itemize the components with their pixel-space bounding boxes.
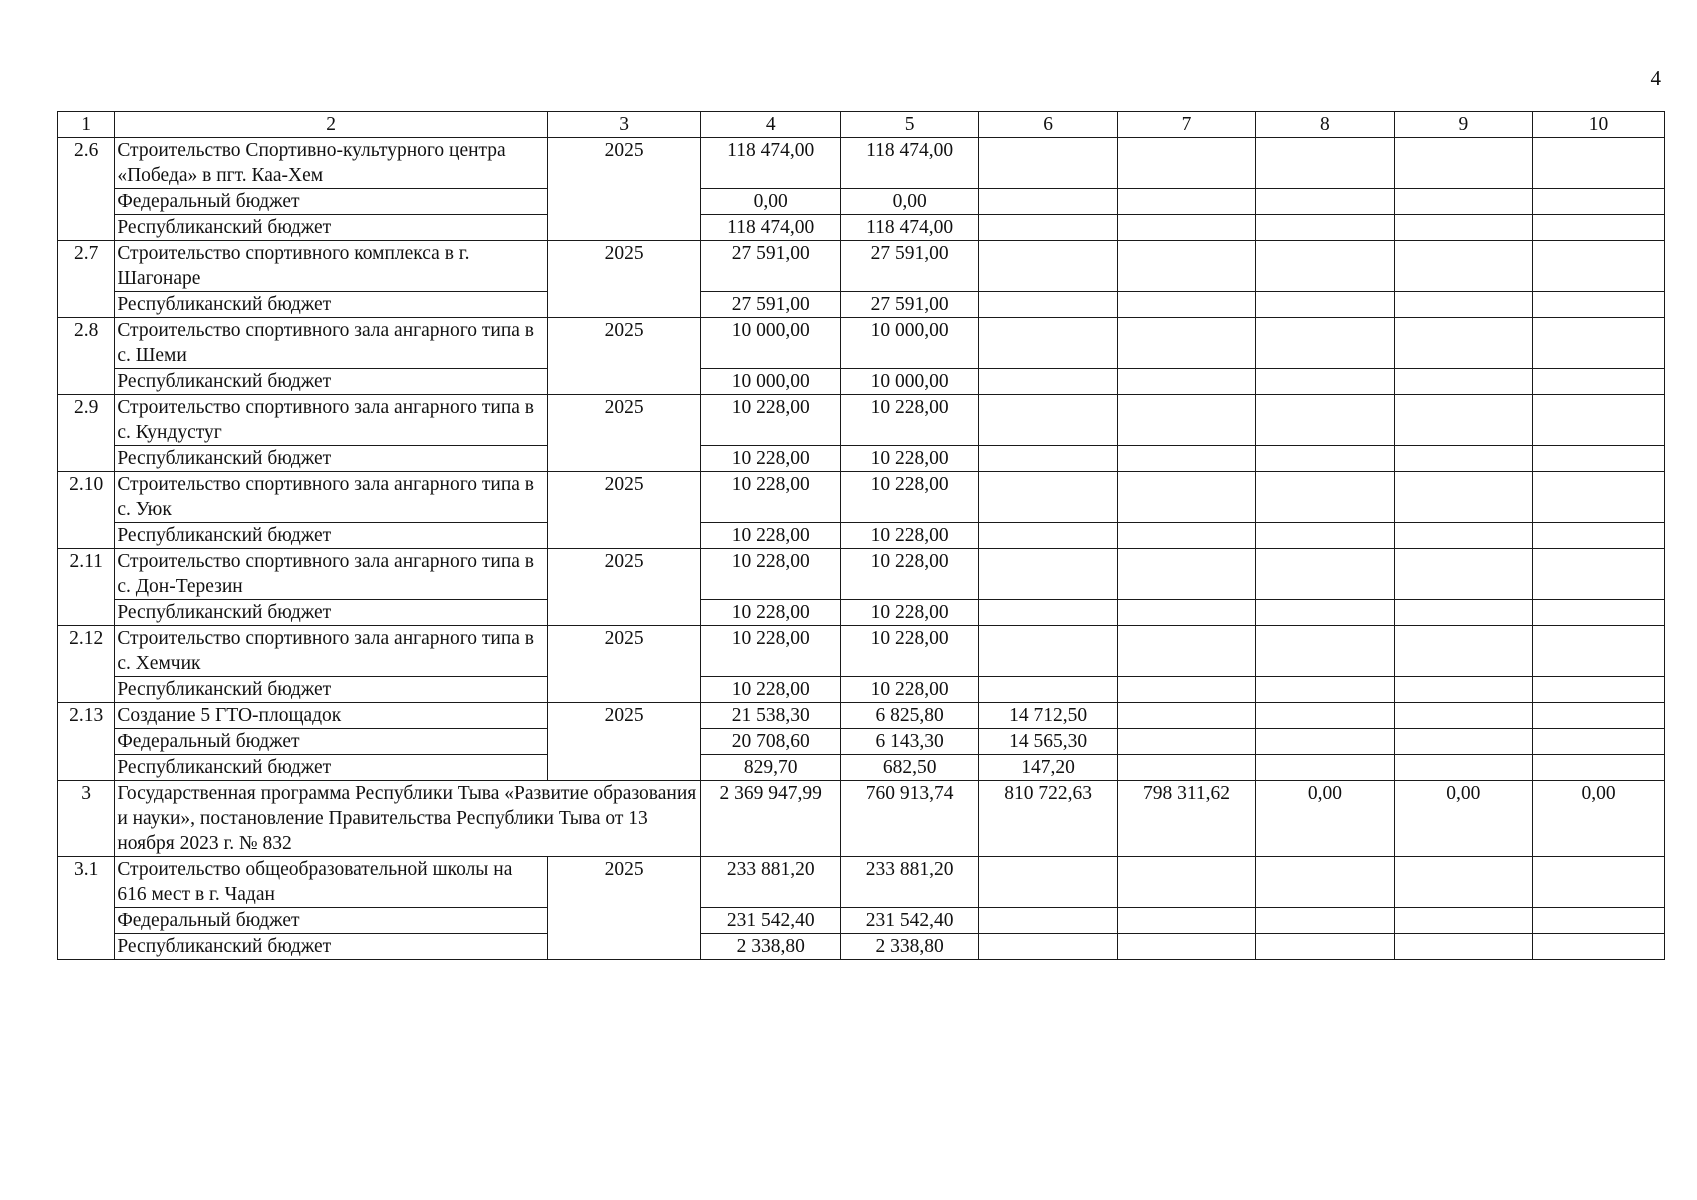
amount-cell — [1256, 857, 1394, 908]
amount-cell — [1256, 549, 1394, 600]
amount-cell: 2 369 947,99 — [701, 781, 841, 857]
funding-source-name: Республиканский бюджет — [115, 934, 548, 960]
item-year: 2025 — [547, 138, 701, 241]
amount-cell — [1533, 600, 1665, 626]
amount-cell — [979, 189, 1117, 215]
amount-cell — [979, 549, 1117, 600]
amount-cell — [979, 857, 1117, 908]
amount-cell — [1256, 626, 1394, 677]
amount-cell: 118 474,00 — [701, 215, 841, 241]
column-number-cell: 1 — [58, 112, 115, 138]
budget-table — [57, 111, 1665, 960]
funding-source-row — [58, 934, 1665, 960]
amount-cell — [1394, 549, 1532, 600]
item-year: 2025 — [547, 241, 701, 318]
funding-source-name: Федеральный бюджет — [115, 189, 548, 215]
amount-cell — [979, 138, 1117, 189]
amount-cell: 0,00 — [1394, 781, 1532, 857]
amount-cell — [1256, 292, 1394, 318]
item-number: 2.8 — [58, 318, 115, 395]
amount-cell: 10 228,00 — [840, 600, 978, 626]
amount-cell: 10 228,00 — [701, 549, 841, 600]
funding-source-name: Республиканский бюджет — [115, 755, 548, 781]
column-number-cell: 8 — [1256, 112, 1394, 138]
amount-cell — [1394, 600, 1532, 626]
funding-source-name: Республиканский бюджет — [115, 600, 548, 626]
program-row — [58, 781, 1665, 857]
amount-cell — [1533, 857, 1665, 908]
amount-cell: 10 228,00 — [701, 600, 841, 626]
item-row — [58, 138, 1665, 189]
item-number: 2.11 — [58, 549, 115, 626]
item-number: 3.1 — [58, 857, 115, 960]
amount-cell: 27 591,00 — [840, 292, 978, 318]
amount-cell — [1394, 677, 1532, 703]
amount-cell: 10 228,00 — [840, 523, 978, 549]
item-number: 2.13 — [58, 703, 115, 781]
amount-cell: 27 591,00 — [701, 241, 841, 292]
funding-source-name: Республиканский бюджет — [115, 523, 548, 549]
amount-cell — [979, 446, 1117, 472]
program-name: Государственная программа Республики Тыва «Развитие образования и науки», постановление Правительства Республики Тыва от 13 ноября 2023 г. № 832 — [115, 781, 701, 857]
amount-cell: 0,00 — [701, 189, 841, 215]
amount-cell — [979, 369, 1117, 395]
amount-cell — [1117, 472, 1255, 523]
funding-source-row — [58, 215, 1665, 241]
column-number-cell: 5 — [840, 112, 978, 138]
amount-cell — [1256, 369, 1394, 395]
amount-cell: 10 228,00 — [840, 549, 978, 600]
amount-cell — [979, 626, 1117, 677]
item-year: 2025 — [547, 549, 701, 626]
amount-cell: 682,50 — [840, 755, 978, 781]
amount-cell — [1117, 292, 1255, 318]
amount-cell — [1394, 241, 1532, 292]
amount-cell — [1394, 626, 1532, 677]
amount-cell — [979, 215, 1117, 241]
amount-cell: 21 538,30 — [701, 703, 841, 729]
amount-cell: 233 881,20 — [701, 857, 841, 908]
amount-cell: 0,00 — [840, 189, 978, 215]
amount-cell — [1117, 703, 1255, 729]
amount-cell — [979, 472, 1117, 523]
funding-source-row — [58, 600, 1665, 626]
item-name: Строительство спортивного зала ангарного типа в с. Шеми — [115, 318, 548, 369]
column-number-cell: 6 — [979, 112, 1117, 138]
amount-cell — [979, 523, 1117, 549]
amount-cell — [1533, 241, 1665, 292]
item-row — [58, 318, 1665, 369]
amount-cell — [1394, 369, 1532, 395]
amount-cell — [979, 908, 1117, 934]
amount-cell — [1533, 934, 1665, 960]
amount-cell — [1533, 472, 1665, 523]
amount-cell — [1117, 934, 1255, 960]
item-number: 2.7 — [58, 241, 115, 318]
amount-cell: 147,20 — [979, 755, 1117, 781]
funding-source-name: Республиканский бюджет — [115, 446, 548, 472]
amount-cell — [1117, 446, 1255, 472]
amount-cell — [1533, 318, 1665, 369]
column-numbers-row — [58, 112, 1665, 138]
amount-cell: 2 338,80 — [701, 934, 841, 960]
amount-cell: 2 338,80 — [840, 934, 978, 960]
amount-cell — [1117, 857, 1255, 908]
funding-source-name: Республиканский бюджет — [115, 677, 548, 703]
amount-cell — [1533, 626, 1665, 677]
amount-cell — [1256, 138, 1394, 189]
program-number: 3 — [58, 781, 115, 857]
item-year: 2025 — [547, 626, 701, 703]
amount-cell: 14 565,30 — [979, 729, 1117, 755]
amount-cell: 14 712,50 — [979, 703, 1117, 729]
funding-source-row — [58, 908, 1665, 934]
funding-source-row — [58, 523, 1665, 549]
funding-source-row — [58, 292, 1665, 318]
amount-cell — [1117, 549, 1255, 600]
amount-cell: 798 311,62 — [1117, 781, 1255, 857]
amount-cell — [1256, 677, 1394, 703]
amount-cell — [1394, 189, 1532, 215]
amount-cell: 10 000,00 — [701, 369, 841, 395]
amount-cell: 810 722,63 — [979, 781, 1117, 857]
amount-cell — [1533, 138, 1665, 189]
amount-cell — [1394, 755, 1532, 781]
amount-cell — [979, 395, 1117, 446]
column-number-cell: 10 — [1533, 112, 1665, 138]
amount-cell — [1256, 600, 1394, 626]
amount-cell — [1533, 446, 1665, 472]
item-number: 2.12 — [58, 626, 115, 703]
amount-cell — [1117, 189, 1255, 215]
item-name: Строительство общеобразовательной школы на 616 мест в г. Чадан — [115, 857, 548, 908]
item-year: 2025 — [547, 472, 701, 549]
amount-cell — [1256, 472, 1394, 523]
amount-cell: 10 228,00 — [840, 446, 978, 472]
funding-source-row — [58, 729, 1665, 755]
amount-cell — [1256, 446, 1394, 472]
amount-cell — [1533, 369, 1665, 395]
amount-cell: 0,00 — [1533, 781, 1665, 857]
item-row — [58, 626, 1665, 677]
amount-cell — [1533, 755, 1665, 781]
amount-cell — [1533, 677, 1665, 703]
amount-cell — [1256, 755, 1394, 781]
funding-source-row — [58, 369, 1665, 395]
column-number-cell: 4 — [701, 112, 841, 138]
amount-cell — [1256, 241, 1394, 292]
funding-source-name: Федеральный бюджет — [115, 729, 548, 755]
amount-cell — [1394, 318, 1532, 369]
item-number: 2.9 — [58, 395, 115, 472]
amount-cell — [1533, 395, 1665, 446]
amount-cell — [1117, 318, 1255, 369]
amount-cell: 231 542,40 — [840, 908, 978, 934]
amount-cell — [1394, 446, 1532, 472]
amount-cell — [1117, 138, 1255, 189]
item-number: 2.10 — [58, 472, 115, 549]
item-name: Создание 5 ГТО-площадок — [115, 703, 548, 729]
amount-cell — [1256, 318, 1394, 369]
amount-cell — [1394, 472, 1532, 523]
column-number-cell: 2 — [115, 112, 548, 138]
funding-source-name: Федеральный бюджет — [115, 908, 548, 934]
amount-cell — [1256, 189, 1394, 215]
amount-cell — [1394, 908, 1532, 934]
amount-cell — [1533, 215, 1665, 241]
funding-source-name: Республиканский бюджет — [115, 292, 548, 318]
amount-cell: 10 228,00 — [701, 472, 841, 523]
amount-cell: 10 228,00 — [701, 677, 841, 703]
amount-cell — [1117, 755, 1255, 781]
amount-cell — [1117, 395, 1255, 446]
amount-cell: 118 474,00 — [701, 138, 841, 189]
amount-cell — [1117, 600, 1255, 626]
item-name: Строительство Спортивно-культурного центра «Победа» в пгт. Каа-Хем — [115, 138, 548, 189]
amount-cell — [1533, 549, 1665, 600]
amount-cell: 118 474,00 — [840, 138, 978, 189]
amount-cell — [979, 318, 1117, 369]
amount-cell — [1256, 703, 1394, 729]
item-name: Строительство спортивного зала ангарного типа в с. Дон-Терезин — [115, 549, 548, 600]
amount-cell: 10 000,00 — [701, 318, 841, 369]
item-year: 2025 — [547, 318, 701, 395]
item-name: Строительство спортивного зала ангарного типа в с. Кундустуг — [115, 395, 548, 446]
amount-cell — [1256, 215, 1394, 241]
amount-cell — [1394, 729, 1532, 755]
item-year: 2025 — [547, 857, 701, 960]
amount-cell — [1533, 292, 1665, 318]
amount-cell — [1117, 215, 1255, 241]
column-number-cell: 7 — [1117, 112, 1255, 138]
amount-cell: 10 000,00 — [840, 369, 978, 395]
item-row — [58, 703, 1665, 729]
amount-cell — [1394, 292, 1532, 318]
item-name: Строительство спортивного зала ангарного типа в с. Уюк — [115, 472, 548, 523]
amount-cell: 6 825,80 — [840, 703, 978, 729]
amount-cell: 760 913,74 — [840, 781, 978, 857]
amount-cell — [1117, 626, 1255, 677]
amount-cell: 10 228,00 — [701, 523, 841, 549]
amount-cell — [1394, 138, 1532, 189]
amount-cell: 231 542,40 — [701, 908, 841, 934]
amount-cell: 10 228,00 — [840, 395, 978, 446]
amount-cell — [979, 241, 1117, 292]
amount-cell — [979, 600, 1117, 626]
amount-cell — [1117, 369, 1255, 395]
funding-source-row — [58, 677, 1665, 703]
amount-cell — [1256, 523, 1394, 549]
amount-cell — [1256, 934, 1394, 960]
amount-cell: 6 143,30 — [840, 729, 978, 755]
amount-cell: 233 881,20 — [840, 857, 978, 908]
amount-cell — [1394, 215, 1532, 241]
column-number-cell: 3 — [547, 112, 701, 138]
amount-cell — [1256, 908, 1394, 934]
amount-cell: 10 228,00 — [840, 677, 978, 703]
amount-cell: 0,00 — [1256, 781, 1394, 857]
amount-cell — [1394, 857, 1532, 908]
amount-cell — [1533, 908, 1665, 934]
item-row — [58, 241, 1665, 292]
amount-cell: 10 228,00 — [701, 446, 841, 472]
amount-cell — [1533, 189, 1665, 215]
funding-source-name: Республиканский бюджет — [115, 215, 548, 241]
amount-cell — [1394, 934, 1532, 960]
funding-source-row — [58, 446, 1665, 472]
amount-cell — [1117, 908, 1255, 934]
item-row — [58, 549, 1665, 600]
amount-cell: 20 708,60 — [701, 729, 841, 755]
funding-source-name: Республиканский бюджет — [115, 369, 548, 395]
amount-cell: 27 591,00 — [840, 241, 978, 292]
amount-cell: 10 228,00 — [840, 472, 978, 523]
amount-cell — [1394, 523, 1532, 549]
amount-cell — [979, 677, 1117, 703]
item-year: 2025 — [547, 703, 701, 781]
amount-cell: 829,70 — [701, 755, 841, 781]
item-row — [58, 395, 1665, 446]
item-row — [58, 472, 1665, 523]
amount-cell: 27 591,00 — [701, 292, 841, 318]
item-number: 2.6 — [58, 138, 115, 241]
amount-cell — [1533, 703, 1665, 729]
amount-cell — [1117, 677, 1255, 703]
amount-cell: 10 228,00 — [701, 395, 841, 446]
amount-cell — [1394, 703, 1532, 729]
amount-cell — [1256, 729, 1394, 755]
amount-cell — [1117, 241, 1255, 292]
amount-cell — [1256, 395, 1394, 446]
amount-cell: 10 000,00 — [840, 318, 978, 369]
item-row — [58, 857, 1665, 908]
amount-cell — [1533, 729, 1665, 755]
column-number-cell: 9 — [1394, 112, 1532, 138]
funding-source-row — [58, 755, 1665, 781]
amount-cell — [1533, 523, 1665, 549]
amount-cell — [979, 292, 1117, 318]
item-name: Строительство спортивного зала ангарного типа в с. Хемчик — [115, 626, 548, 677]
amount-cell: 118 474,00 — [840, 215, 978, 241]
amount-cell — [1117, 523, 1255, 549]
amount-cell — [979, 934, 1117, 960]
item-year: 2025 — [547, 395, 701, 472]
item-name: Строительство спортивного комплекса в г. Шагонаре — [115, 241, 548, 292]
amount-cell: 10 228,00 — [840, 626, 978, 677]
amount-cell — [1394, 395, 1532, 446]
funding-source-row — [58, 189, 1665, 215]
page-number: 4 — [1650, 66, 1661, 90]
amount-cell: 10 228,00 — [701, 626, 841, 677]
amount-cell — [1117, 729, 1255, 755]
